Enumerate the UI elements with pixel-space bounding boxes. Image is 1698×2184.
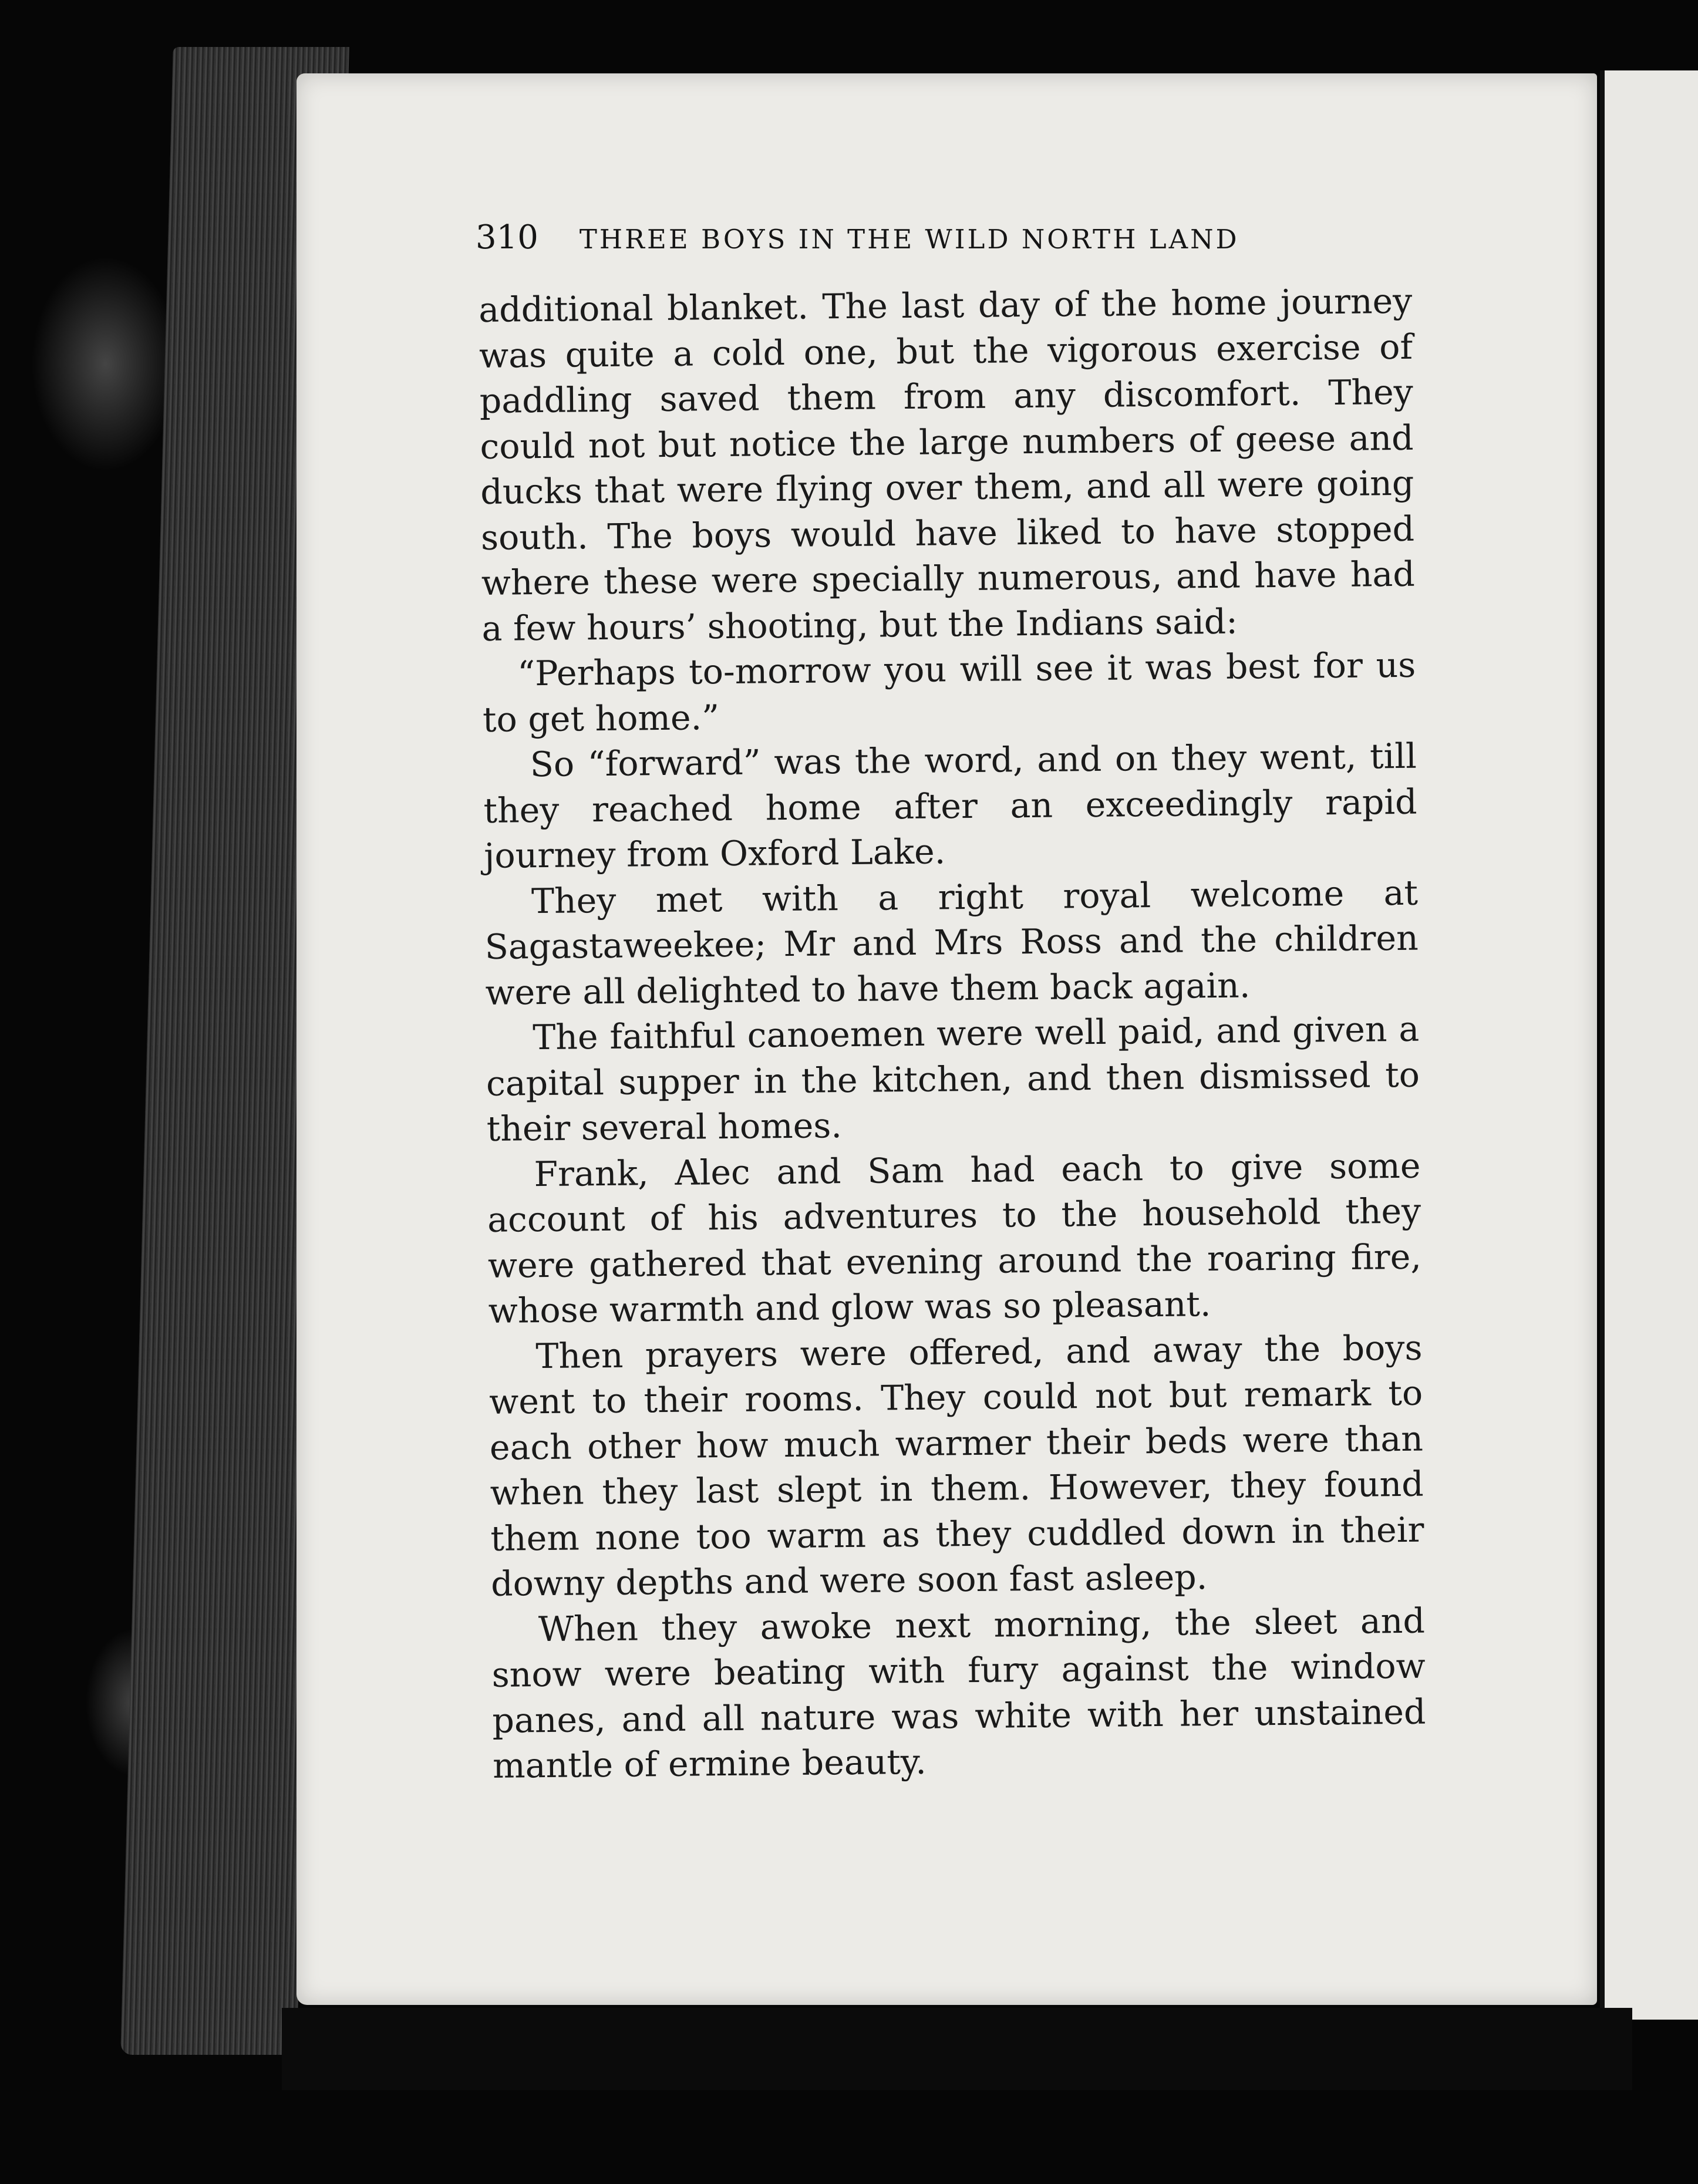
paragraph: The faithful canoemen were well paid, and given a capital supper in the kitchen, and then dismissed to their several homes.: [486, 1009, 1420, 1149]
paragraph: They met with a right royal welcome at Sagastaweekee; Mr and Mrs Ross and the children were all delighted to have them back again.: [484, 872, 1419, 1013]
paragraph: Then prayers were offered, and away the boys went to their rooms. They could not but remark to each other how much warmer their beds were than when they last slept in them. However, they found them none too warm as they cuddled down in their downy depths and were soon fast asleep.: [488, 1327, 1424, 1604]
paragraph: Frank, Alec and Sam had each to give some account of his adventures to the household they were gathered that evening around the roaring fire, whose warmth and glow was so pleasant.: [487, 1145, 1422, 1331]
body-text: [479, 279, 1426, 1789]
paragraph: When they awoke next morning, the sleet and snow were beating with fury against the window panes, and all nature was white with her unstained mantle of ermine beauty.: [491, 1600, 1426, 1786]
facing-page-edge: [1600, 70, 1698, 2020]
page-number: 310: [476, 218, 538, 257]
running-head-title: THREE BOYS IN THE WILD NORTH LAND: [579, 224, 1239, 255]
scan-bottom-shadow: [282, 2008, 1632, 2090]
paragraph: “Perhaps to-morrow you will see it was best for us to get home.”: [482, 645, 1416, 740]
paragraph: So “forward” was the word, and on they went, till they reached home after an exceedingly rapid journey from Oxford Lake.: [483, 736, 1417, 876]
paragraph: additional blanket. The last day of the home journey was quite a cold one, but the vigorous exercise of paddling saved them from any discomfort. They could not but notice the large numbers of geese and ducks that were flying over them, and all were going south. The boys would have liked to have stopped where these were specially numerous, and have had a few hours’ shooting, but the Indians said:: [479, 281, 1416, 649]
running-head: [476, 218, 1298, 271]
